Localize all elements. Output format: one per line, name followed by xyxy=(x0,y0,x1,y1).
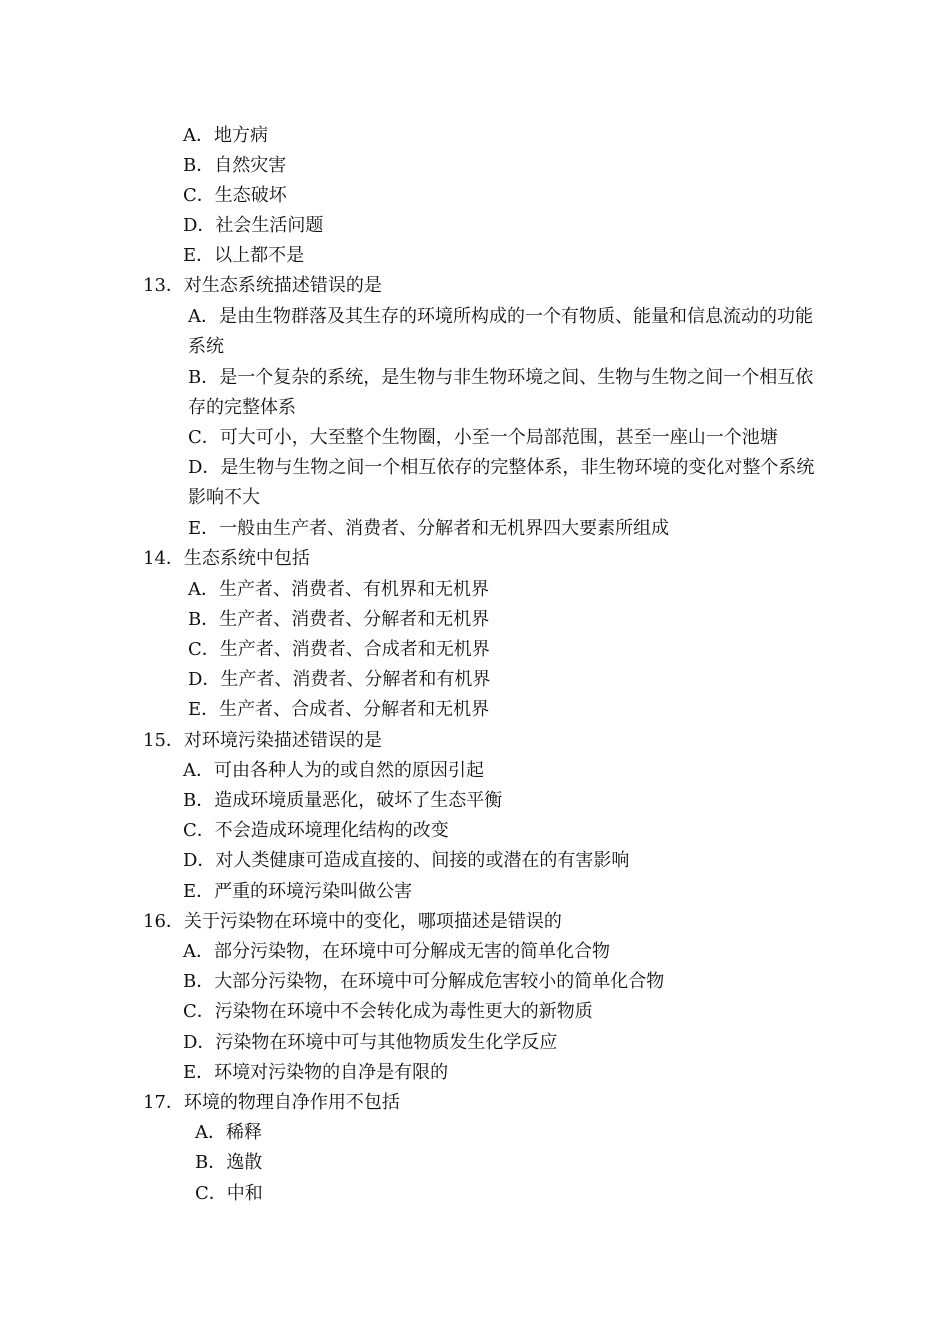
question-15-option-d: D．对人类健康可造成直接的、间接的或潜在的有害影响 xyxy=(183,850,630,871)
question-13-option-e: E．一般由生产者、消费者、分解者和无机界四大要素所组成 xyxy=(188,518,670,539)
question-17-stem: 17．环境的物理自净作用不包括 xyxy=(143,1092,400,1113)
question-14-option-a: A．生产者、消费者、有机界和无机界 xyxy=(188,579,489,600)
question-13-stem: 13．对生态系统描述错误的是 xyxy=(143,275,382,296)
question-14-option-d: D．生产者、消费者、分解者和有机界 xyxy=(188,669,491,690)
question-13-option-c: C．可大可小，大至整个生物圈，小至一个局部范围，甚至一座山一个池塘 xyxy=(188,427,778,448)
option-prev-a: A．地方病 xyxy=(183,125,268,146)
question-14-option-e: E．生产者、合成者、分解者和无机界 xyxy=(188,699,490,720)
question-16-option-c: C．污染物在环境中不会转化成为毒性更大的新物质 xyxy=(183,1001,593,1022)
question-16-stem: 16．关于污染物在环境中的变化，哪项描述是错误的 xyxy=(143,911,562,932)
question-16-option-e: E．环境对污染物的自净是有限的 xyxy=(183,1062,449,1083)
question-15-option-a: A．可由各种人为的或自然的原因引起 xyxy=(183,760,484,781)
question-13-option-d: D．是生物与生物之间一个相互依存的完整体系，非生物环境的变化对整个系统影响不大 xyxy=(188,457,815,508)
question-13-option-b: B．是一个复杂的系统，是生物与非生物环境之间、生物与生物之间一个相互依存的完整体系 xyxy=(188,367,814,418)
question-15-option-b: B．造成环境质量恶化，破坏了生态平衡 xyxy=(183,790,503,811)
question-15-stem: 15．对环境污染描述错误的是 xyxy=(143,730,382,751)
question-13-option-a: A．是由生物群落及其生存的环境所构成的一个有物质、能量和信息流动的功能系统 xyxy=(188,306,813,357)
question-17-option-a: A．稀释 xyxy=(195,1122,262,1143)
option-prev-e: E．以上都不是 xyxy=(183,245,305,266)
question-15-option-e: E．严重的环境污染叫做公害 xyxy=(183,881,413,902)
question-16-option-d: D．污染物在环境中可与其他物质发生化学反应 xyxy=(183,1032,558,1053)
question-17-option-b: B．逸散 xyxy=(195,1152,263,1173)
question-14-option-b: B．生产者、消费者、分解者和无机界 xyxy=(188,609,490,630)
question-16-option-b: B．大部分污染物，在环境中可分解成危害较小的简单化合物 xyxy=(183,971,665,992)
question-17-option-c: C．中和 xyxy=(195,1183,263,1204)
option-prev-b: B．自然灾害 xyxy=(183,155,287,176)
option-prev-d: D．社会生活问题 xyxy=(183,215,324,236)
option-prev-c: C．生态破坏 xyxy=(183,185,287,206)
question-16-option-a: A．部分污染物，在环境中可分解成无害的简单化合物 xyxy=(183,941,610,962)
question-14-option-c: C．生产者、消费者、合成者和无机界 xyxy=(188,639,490,660)
question-14-stem: 14．生态系统中包括 xyxy=(143,548,310,569)
question-15-option-c: C．不会造成环境理化结构的改变 xyxy=(183,820,449,841)
